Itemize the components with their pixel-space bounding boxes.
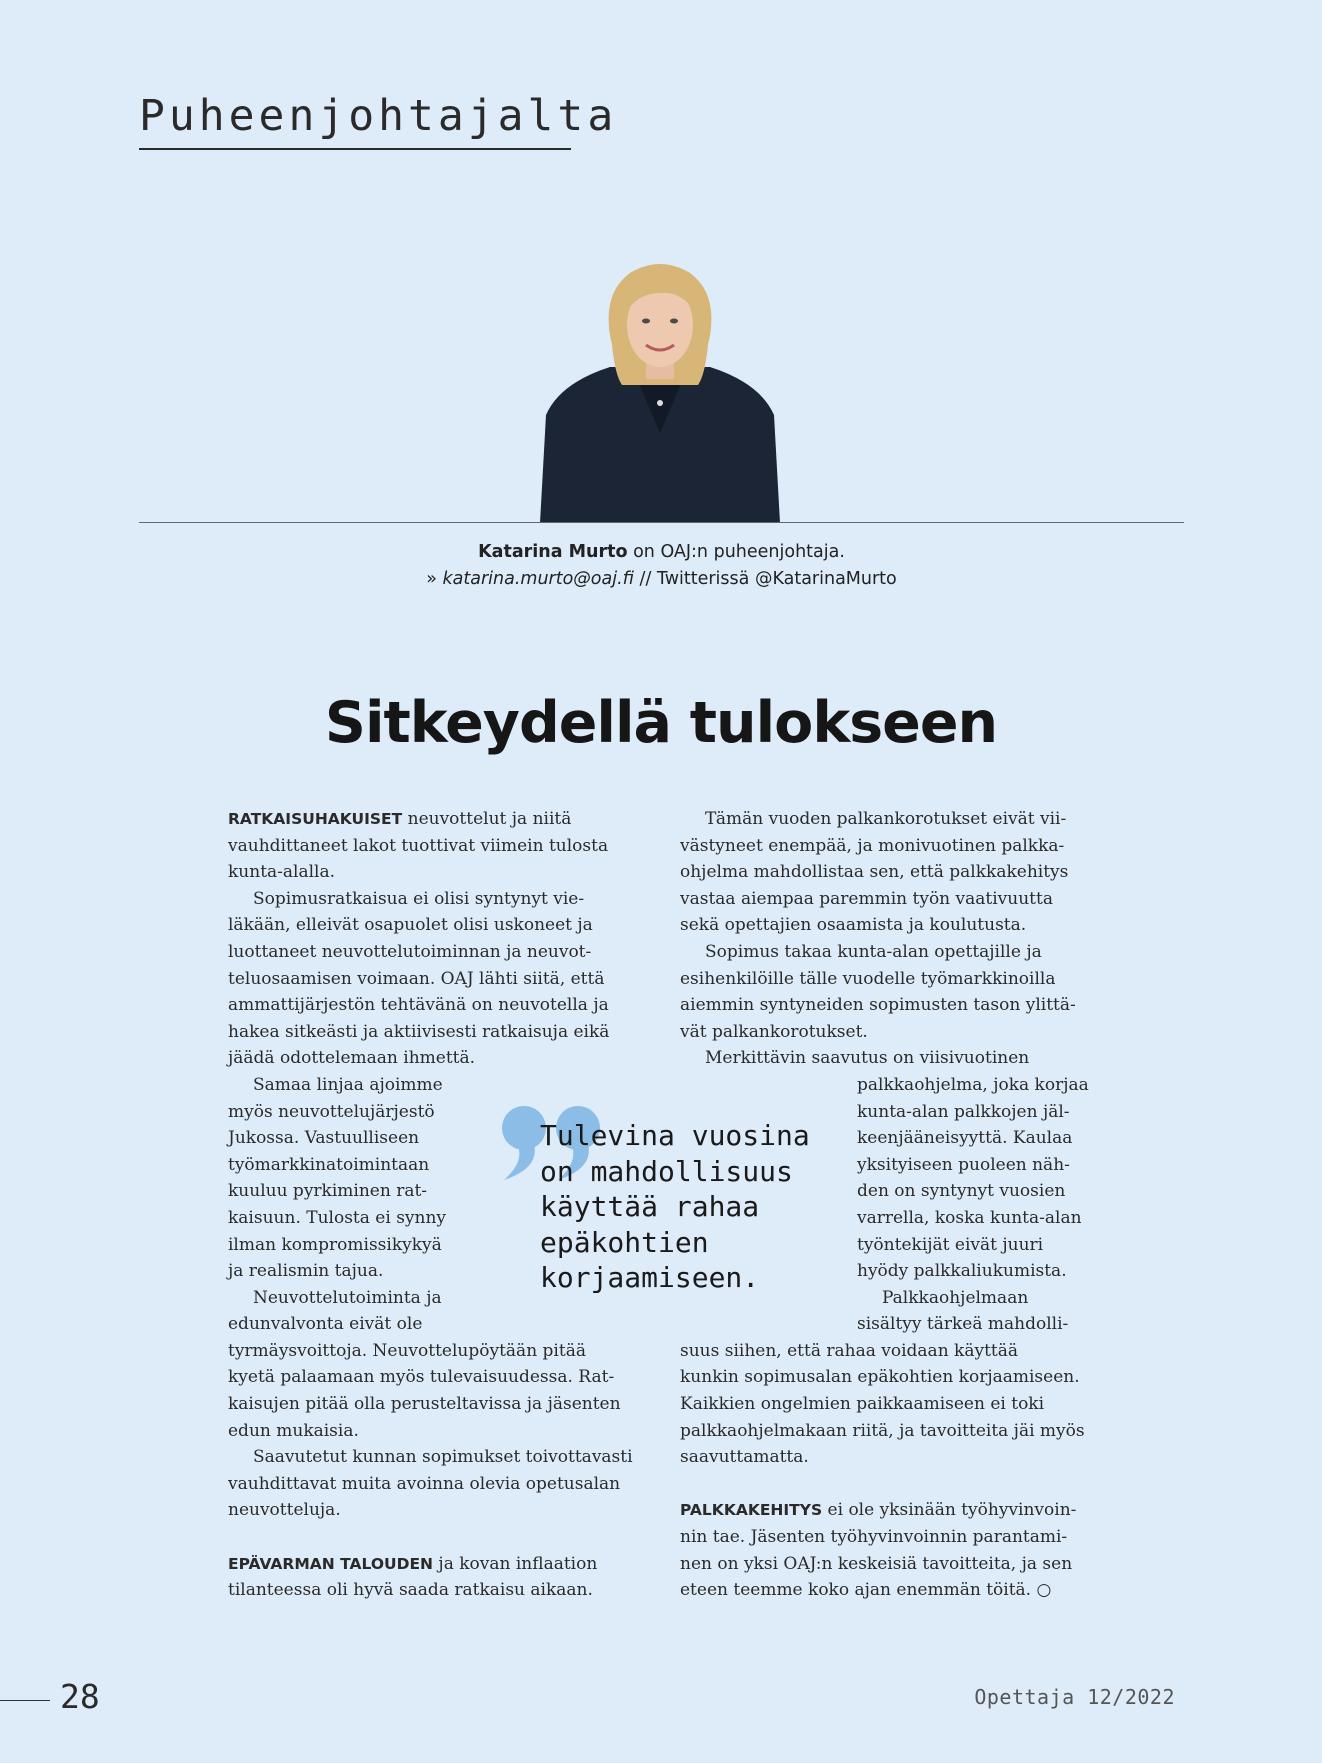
text-line: edunvalvonta eivät ole	[228, 1314, 423, 1335]
text-line: Samaa linjaa ajoimme	[253, 1074, 443, 1095]
text-line: Neuvottelutoiminta ja	[253, 1287, 442, 1308]
author-photo	[540, 255, 780, 523]
text-line: sisältyy tärkeä mahdolli-	[857, 1314, 1069, 1335]
text-line: Palkkaohjelmaan	[882, 1287, 1029, 1308]
text-line: palkkaohjelmakaan riitä, ja tavoitteita jäi myös	[680, 1420, 1085, 1441]
text-line: hyödy palkkaliukumista.	[857, 1261, 1067, 1282]
text-line: ammattijärjestön tehtävänä on neuvotella ja	[228, 995, 609, 1016]
text-line: työntekijät eivät juuri	[857, 1234, 1044, 1255]
text-line: ohjelma mahdollistaa sen, että palkkakehitys	[680, 862, 1069, 883]
author-email[interactable]: katarina.murto@oaj.fi	[442, 569, 634, 589]
author-role: on OAJ:n puheenjohtaja.	[627, 542, 845, 562]
text-line: kunta-alan palkkojen jäl-	[857, 1101, 1070, 1122]
text-line: työmarkkinatoimintaan	[228, 1154, 430, 1175]
text-line: kaisujen pitää olla perusteltavissa ja jäsenten	[228, 1394, 621, 1415]
text-line: jäädä odottelemaan ihmettä.	[228, 1048, 476, 1069]
author-twitter: // Twitterissä @KatarinaMurto	[633, 569, 897, 589]
text-line: västyneet enempää, ja monivuotinen palkka-	[680, 835, 1065, 856]
text-line: kaisuun. Tulosta ei synny	[228, 1207, 447, 1228]
lead-in: PALKKAKEHITYS	[680, 1501, 823, 1520]
text-line: Sopimusratkaisua ei olisi syntynyt vie-	[253, 888, 585, 909]
pull-quote-text	[540, 1118, 810, 1296]
contact-prefix: »	[426, 569, 443, 589]
text-line: kunkin sopimusalan epäkohtien korjaamiseen.	[680, 1367, 1080, 1388]
text-line: vastaa aiempaa paremmin työn vaativuutta	[680, 888, 1053, 909]
text-line: saavuttamatta.	[680, 1447, 809, 1468]
section-title: Puheenjohtajalta	[139, 88, 571, 150]
text-line: palkkaohjelma, joka korjaa	[857, 1074, 1089, 1095]
text-line: luottaneet neuvottelutoiminnan ja neuvot-	[228, 941, 592, 962]
text-line: Sopimus takaa kunta-alan opettajille ja	[705, 941, 1042, 962]
quote-line: epäkohtien	[540, 1225, 709, 1259]
quote-line: Tulevina vuosina	[540, 1119, 810, 1152]
text-span: neuvottelut ja niitä	[402, 809, 572, 829]
text-line: keenjääneisyyttä. Kaulaa	[857, 1128, 1073, 1149]
text-line: teluosaamisen voimaan. OAJ lähti siitä, että	[228, 968, 605, 989]
text-line: varrella, koska kunta-alan	[857, 1207, 1082, 1228]
text-line: edun mukaisia.	[228, 1420, 359, 1441]
issue-label: Opettaja 12/2022	[974, 1685, 1175, 1709]
author-name: Katarina Murto	[478, 542, 628, 562]
text-line: myös neuvottelujärjestö	[228, 1101, 435, 1122]
text-line: ja realismin tajua.	[228, 1261, 384, 1282]
author-caption	[139, 539, 1184, 593]
text-line	[228, 1551, 648, 1578]
text-line: kunta-alalla.	[228, 862, 336, 883]
text-line: kuuluu pyrkiminen rat-	[228, 1181, 428, 1202]
article-headline: Sitkeydellä tulokseen	[324, 690, 998, 756]
quote-line: korjaamiseen.	[540, 1261, 760, 1294]
text-line: eteen teemme koko ajan enemmän töitä. ○	[680, 1580, 1052, 1601]
text-line: vät palkankorotukset.	[680, 1021, 868, 1042]
text-line: neuvotteluja.	[228, 1500, 341, 1521]
quote-line: käyttää rahaa	[540, 1190, 760, 1223]
text-line: vauhdittavat muita avoinna olevia opetusalan	[228, 1473, 621, 1494]
text-line: Tämän vuoden palkankorotukset eivät vii-	[705, 809, 1067, 829]
text-line: läkään, elleivät osapuolet olisi uskoneet ja	[228, 915, 593, 936]
text-line: aiemmin syntyneiden sopimusten tason ylittä-	[680, 995, 1076, 1016]
divider-rule	[139, 522, 1184, 523]
text-line: tyrmäysvoittoja. Neuvottelupöytään pitää	[228, 1340, 586, 1361]
text-line: esihenkilöille tälle vuodelle työmarkkinoilla	[680, 968, 1056, 989]
text-line: suus siihen, että rahaa voidaan käyttää	[680, 1340, 1019, 1361]
text-line: Kaikkien ongelmien paikkaamiseen ei toki	[680, 1394, 1045, 1415]
text-line: tilanteessa oli hyvä saada ratkaisu aikaan.	[228, 1580, 593, 1601]
text-line: nin tae. Jäsenten työhyvinvoinnin parantami-	[680, 1527, 1068, 1548]
quote-line: on mahdollisuus	[540, 1154, 793, 1188]
text-line: den on syntynyt vuosien	[857, 1181, 1066, 1202]
lead-in: EPÄVARMAN TALOUDEN	[228, 1554, 434, 1573]
text-line	[228, 806, 648, 833]
text-line: hakea sitkeästi ja aktiivisesti ratkaisuja eikä	[228, 1021, 610, 1042]
text-line: vauhdittaneet lakot tuottivat viimein tulosta	[228, 835, 609, 856]
lead-in: RATKAISUHAKUISET	[228, 810, 403, 828]
page-number: 28	[60, 1677, 100, 1716]
text-span: ja kovan inflaation	[433, 1553, 598, 1574]
text-line	[680, 1497, 1100, 1524]
text-line: Saavutetut kunnan sopimukset toivottavasti	[253, 1447, 633, 1468]
footer-rule	[0, 1700, 50, 1701]
text-line: yksityiseen puoleen näh-	[857, 1154, 1070, 1175]
text-line: Jukossa. Vastuulliseen	[228, 1128, 420, 1149]
text-line: Merkittävin saavutus on viisivuotinen	[705, 1048, 1030, 1069]
text-line: nen on yksi OAJ:n keskeisiä tavoitteita, ja sen	[680, 1553, 1073, 1574]
text-line: ilman kompromissikykyä	[228, 1234, 442, 1255]
text-line: kyetä palaamaan myös tulevaisuudessa. Rat-	[228, 1367, 615, 1388]
text-span: ei ole yksinään työhyvinvoin-	[822, 1500, 1077, 1521]
text-line: sekä opettajien osaamista ja koulutusta.	[680, 915, 1027, 936]
